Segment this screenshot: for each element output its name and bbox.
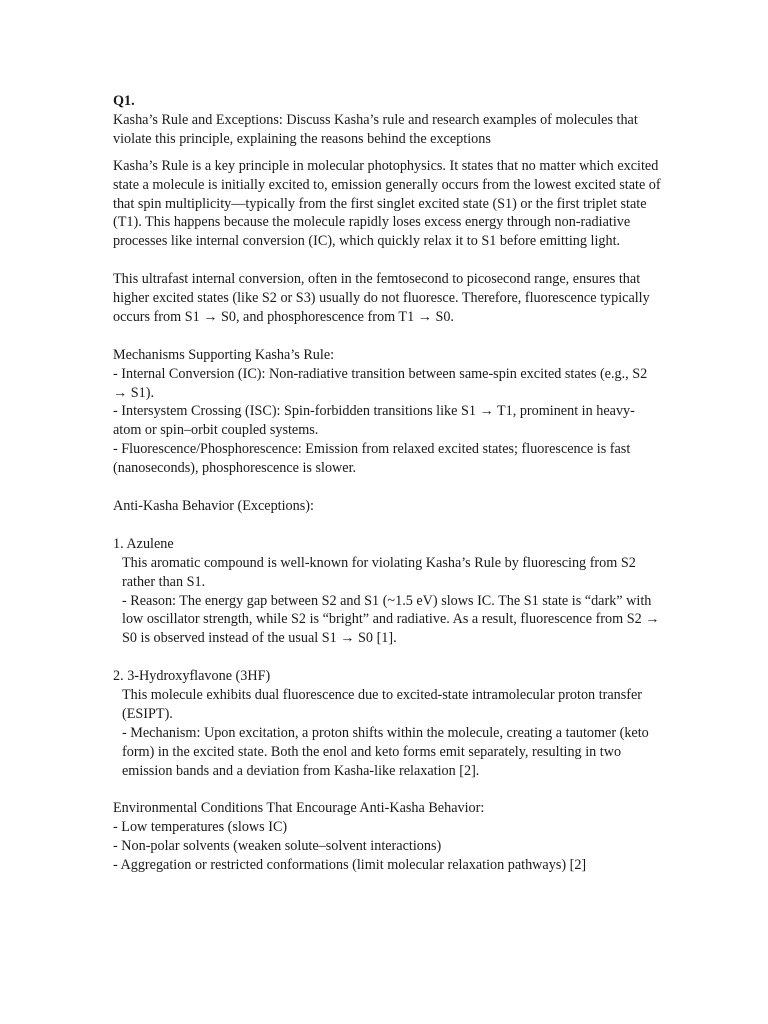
mechanisms-heading: Mechanisms Supporting Kasha’s Rule: [113,346,335,363]
azulene-reason: - Reason: The energy gap between S2 and S1 (~1.5 eV) slows IC. The S1 state is “dark” with low oscillator strength, while S2 is “bright” and radiative. As a result, fluorescence from S2 → S0 is observed instead of the usual S1 → S0 [1]. [122,592,660,647]
environment-item: - Low temperatures (slows IC) [113,819,288,836]
question-prompt: Kasha’s Rule and Exceptions: Discuss Kasha’s rule and research examples of molecules that violate this principle, explaining the reasons behind the exceptions [113,111,638,147]
environment-section [113,799,663,875]
mechanism-item: - Internal Conversion (IC): Non-radiative transition between same-spin excited states (e.g., S2 → S1). [113,365,648,401]
mechanisms-section [113,346,663,478]
environment-item: - Aggregation or restricted conformations (limit molecular relaxation pathways) [2] [113,857,587,874]
environment-item: - Non-polar solvents (weaken solute–solvent interactions) [113,838,442,855]
azulene-description: This aromatic compound is well-known for violating Kasha’s Rule by fluorescing from S2 rather than S1. [122,554,636,590]
azulene-title: 1. Azulene [113,535,174,552]
environment-heading: Environmental Conditions That Encourage Anti-Kasha Behavior: [113,800,485,817]
question-label: Q1. [113,93,135,109]
azulene-section [113,535,663,648]
mechanism-item: - Intersystem Crossing (ISC): Spin-forbidden transitions like S1 → T1, prominent in heavy-atom or spin–orbit coupled systems. [113,403,635,439]
hydroxyflavone-title: 2. 3-Hydroxyflavone (3HF) [113,668,271,685]
anti-kasha-heading: Anti-Kasha Behavior (Exceptions): [113,497,314,514]
hydroxyflavone-description: This molecule exhibits dual fluorescence due to excited-state intramolecular proton transfer (ESIPT). [122,687,643,722]
intro-paragraph-2: This ultrafast internal conversion, often in the femtosecond to picosecond range, ensures that higher excited states (like S2 or S3) usually do not fluoresce. Therefore, fluorescence typically occurs from S1 → S0, and phosphorescence from T1 → S0. [113,271,650,325]
hydroxyflavone-mechanism: - Mechanism: Upon excitation, a proton shifts within the molecule, creating a tautomer (keto form) in the excited state. Both the enol and keto forms emit separately, resulting in two emission bands and a deviation from Kasha-like relaxation [2]. [122,724,649,779]
mechanism-item: - Fluorescence/Phosphorescence: Emission from relaxed excited states; fluorescence is fast (nanoseconds), phosphorescence is slower. [113,441,631,477]
intro-paragraph-1: Kasha’s Rule is a key principle in molecular photophysics. It states that no matter which excited state a molecule is initially excited to, emission generally occurs from the lowest excited state of that spin multiplicity—typically from the first singlet excited state (S1) or the first triplet state (T1). This happens because the molecule rapidly loses excess energy through non-radiative processes like internal conversion (IC), which quickly relax it to S1 before emitting light. [113,157,661,250]
hydroxyflavone-section [113,667,663,780]
document-page [113,92,663,875]
